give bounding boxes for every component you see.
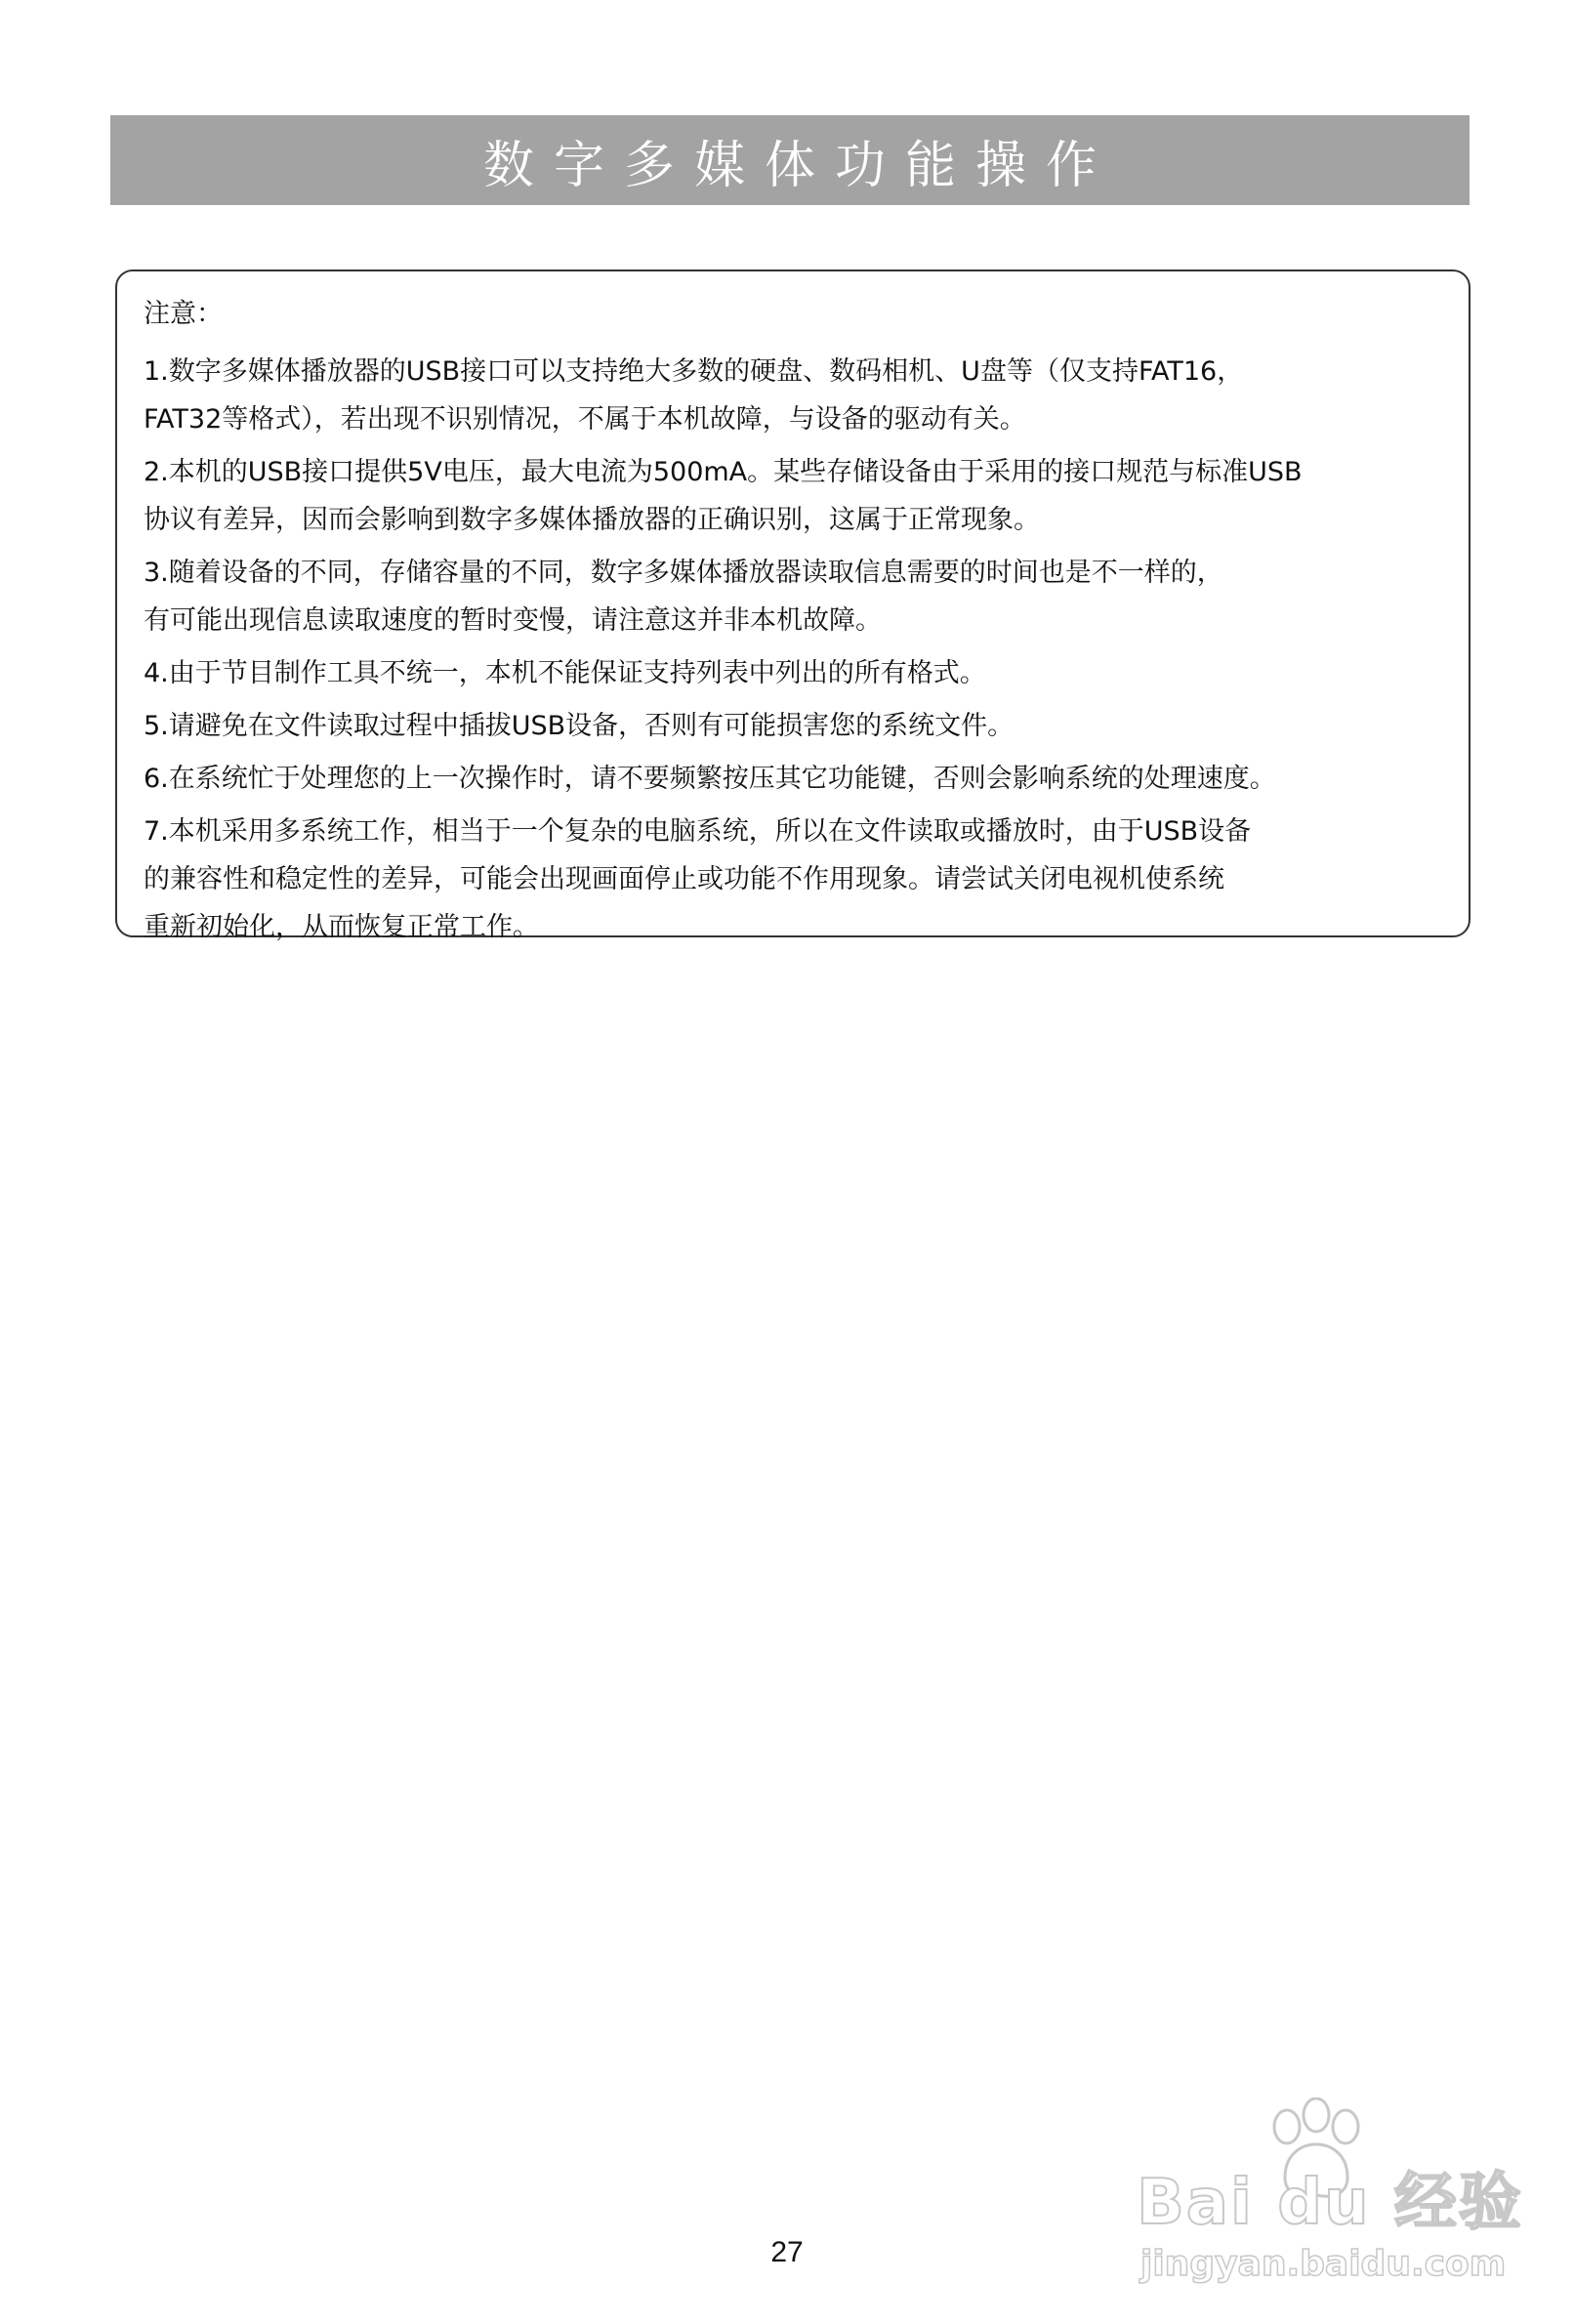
notice-item-7: 7.本机采用多系统工作，相当于一个复杂的电脑系统，所以在文件读取或播放时，由于USB设备 的兼容性和稳定性的差异，可能会出现画面停止或功能不作用现象。请尝试关闭电视机使系统 重新初始化，从而恢复正常工作。 [144,816,1252,942]
notice-item-5: 5.请避免在文件读取过程中插拔USB设备，否则有可能损害您的系统文件。 [144,711,1015,741]
page-number: 27 [770,2236,804,2268]
notice-heading: 注意： [144,299,223,329]
notice-item-6: 6.在系统忙于处理您的上一次操作时，请不要频繁按压其它功能键，否则会影响系统的处理速度。 [144,764,1276,794]
section-title-bar [110,115,1470,205]
watermark-logo-text: Bai du 经验 [1137,2167,1523,2239]
baidu-watermark [1121,2097,1523,2303]
page-title: 数字多媒体功能操作 [482,136,1116,195]
notice-list [144,348,1452,956]
notice-item-1: 1.数字多媒体播放器的USB接口可以支持绝大多数的硬盘、数码相机、U盘等（仅支持FAT16， FAT32等格式），若出现不识别情况，不属于本机故障，与设备的驱动有关。 [144,356,1244,435]
notice-item-2: 2.本机的USB接口提供5V电压，最大电流为500mA。某些存储设备由于采用的接口规范与标准USB 协议有差异，因而会影响到数字多媒体播放器的正确识别，这属于正常现象。 [144,457,1303,535]
notice-item-4: 4.由于节目制作工具不统一，本机不能保证支持列表中列出的所有格式。 [144,658,986,688]
notice-item-3: 3.随着设备的不同，存储容量的不同，数字多媒体播放器读取信息需要的时间也是不一样的， 有可能出现信息读取速度的暂时变慢，请注意这并非本机故障。 [144,558,1223,636]
watermark-url: jingyan.baidu.com [1140,2244,1507,2284]
